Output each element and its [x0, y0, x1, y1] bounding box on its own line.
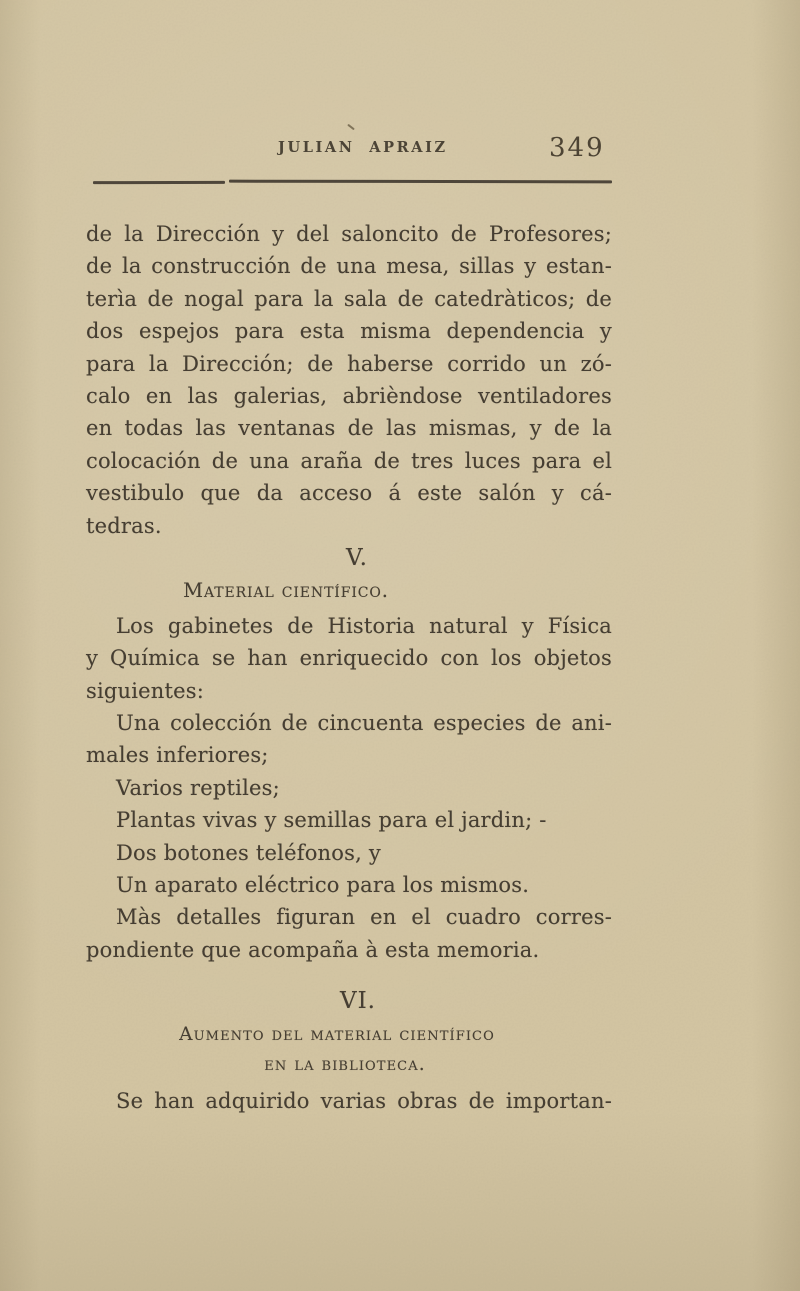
page-body	[86, 218, 612, 1118]
page-number: 349	[549, 133, 605, 163]
section-number-vi: VI.	[339, 988, 376, 1015]
section-title-vi-line2: en la biblioteca.	[264, 1054, 426, 1076]
body-line: Los gabinetes de Historia natural y Física	[116, 613, 612, 638]
body-line: Un aparato eléctrico para los mismos.	[116, 873, 530, 898]
body-line: vestibulo que da acceso á este salón y cá-	[86, 481, 612, 506]
body-line: Se han adquirido varias obras de importan-	[116, 1089, 612, 1114]
body-line: en todas las ventanas de las mismas, y de la	[86, 416, 612, 441]
body-line: para la Dirección; de haberse corrido un zó-	[86, 351, 612, 376]
section-title-vi-line1: Aumento del material científico	[179, 1024, 495, 1046]
body-line: y Química se han enriquecido con los objetos	[86, 646, 612, 671]
section-number-v: V.	[346, 544, 368, 571]
body-line: Plantas vivas y semillas para el jardin; -	[116, 808, 547, 833]
body-line: de la Dirección y del saloncito de Profesores;	[86, 222, 612, 246]
body-line: siguientes:	[86, 678, 205, 703]
section-title-v: Material científico.	[183, 578, 389, 602]
body-line: dos espejos para esta misma dependencia y	[86, 319, 612, 344]
body-line: colocación de una araña de tres luces para el	[86, 448, 612, 473]
body-line: tedras.	[86, 513, 162, 538]
header-rule-right	[229, 180, 612, 184]
body-line: Una colección de cincuenta especies de ani-	[116, 711, 612, 736]
header-rule-left	[93, 181, 225, 184]
body-line: pondiente que acompaña à esta memoria.	[86, 937, 540, 962]
body-line: Varios reptiles;	[116, 775, 280, 800]
body-line: calo en las galerias, abrièndose ventiladores	[86, 383, 612, 408]
body-line: Màs detalles figuran en el cuadro corres-	[116, 905, 612, 930]
body-line: terìa de nogal para la sala de catedràticos; de	[86, 286, 612, 311]
body-line: males inferiores;	[86, 743, 269, 768]
ink-speck	[347, 124, 355, 131]
body-line: de la construcción de una mesa, sillas y estan-	[86, 254, 612, 279]
body-line: Dos botones teléfonos, y	[116, 840, 381, 865]
running-header: JULIAN APRAIZ	[278, 139, 448, 156]
